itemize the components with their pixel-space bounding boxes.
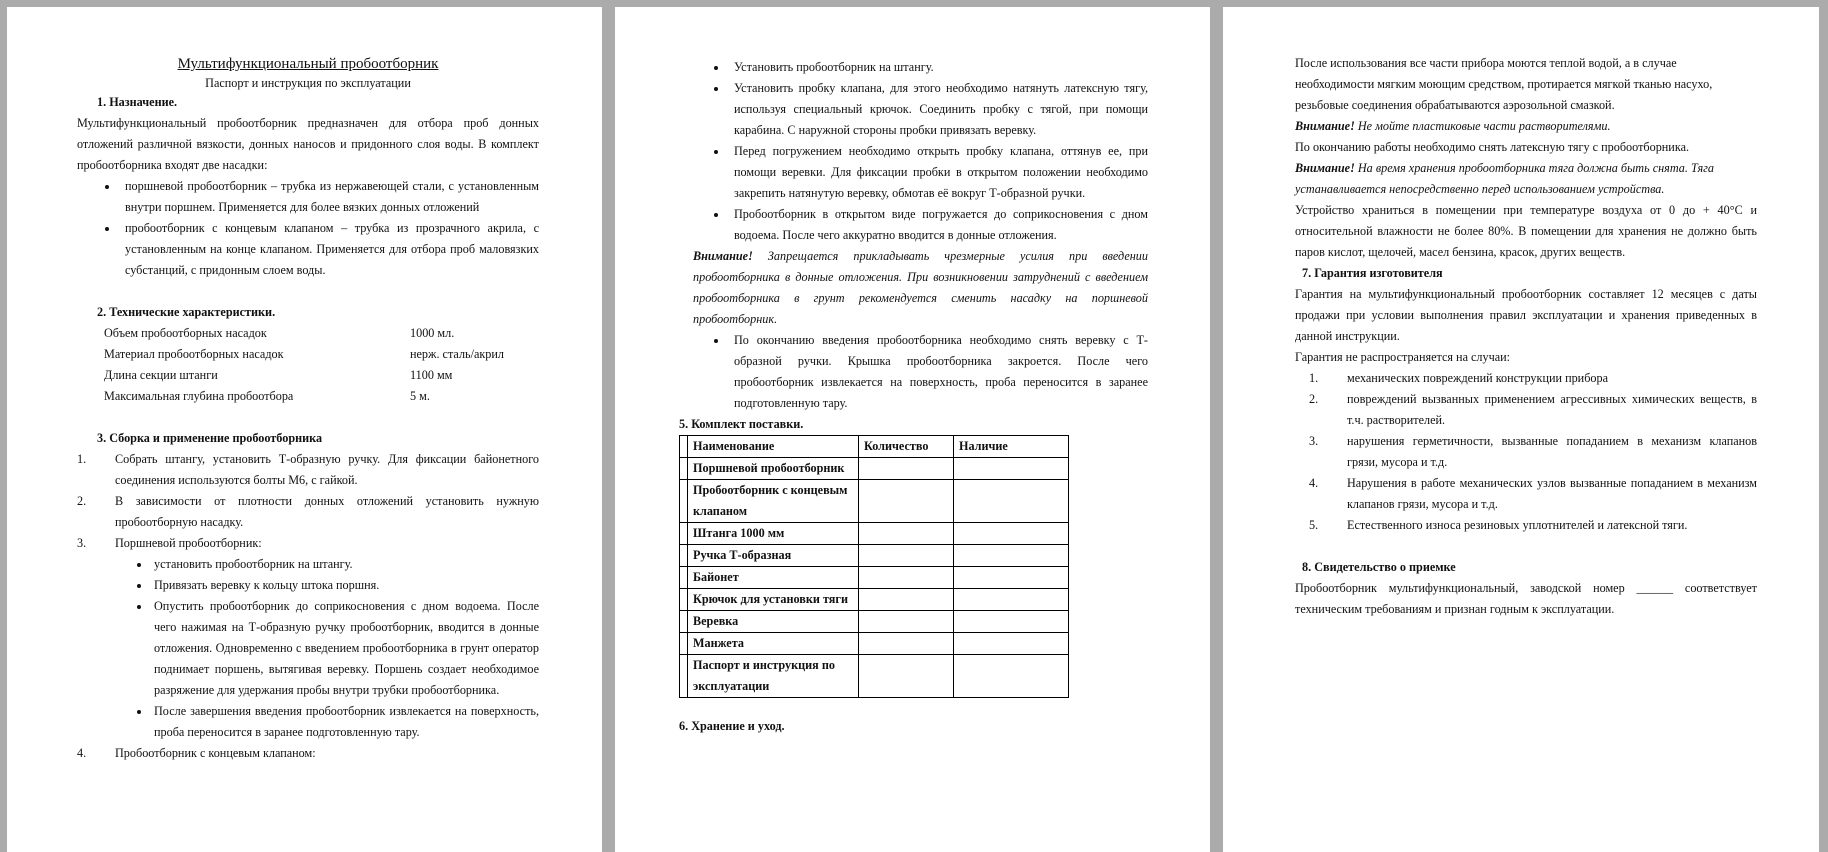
table-row <box>680 545 1069 567</box>
section-1-heading: 1. Назначение. <box>97 95 178 109</box>
table-row <box>680 480 1069 523</box>
latex-note: По окончанию работы необходимо снять латексную тягу с пробоотборника. <box>1295 140 1690 154</box>
table-row <box>680 523 1069 545</box>
warning-note <box>693 246 1148 330</box>
section-2-heading: 2. Технические характеристики. <box>97 305 276 319</box>
kit-item-name: Поршневой пробоотборник <box>688 458 859 480</box>
nozzle-list <box>77 176 539 281</box>
list-item <box>77 491 539 533</box>
spec-value: 5 м. <box>410 389 430 403</box>
acceptance-text: Пробоотборник мультифункциональный, заводской номер ______ соответствует техническим требованиям и признан годным к эксплуатации. <box>1295 581 1757 616</box>
spec-key: Длина секции штанги <box>104 368 218 382</box>
assembly-steps-cont <box>77 743 539 764</box>
item-number: 3. <box>1309 434 1319 448</box>
step-number: 4. <box>77 746 87 760</box>
spec-value: 1100 мм <box>410 368 453 382</box>
storage-text: Устройство храниться в помещении при температуре воздуха от 0 до + 40°С и относительной влажности не более 80%. В помещении для хранения не должно быть паров кислот, щелочей, масел бензина, красок, других веществ. <box>1295 203 1757 259</box>
spec-row <box>77 365 539 386</box>
warranty-text: Гарантия на мультифункциональный пробоотборник составляет 12 месяцев с даты продажи при условии выполнения правил эксплуатации и хранения приведенных в данной инструкции. <box>1295 287 1757 343</box>
warning-label: Внимание! <box>1295 119 1355 133</box>
item-text: повреждений вызванных применением агрессивных химических веществ, в т.ч. растворителей. <box>1347 392 1757 427</box>
item-text: механических повреждений конструкции прибора <box>1347 371 1609 385</box>
section-6-heading: 6. Хранение и уход. <box>679 719 785 733</box>
item-number: 4. <box>1309 476 1319 490</box>
list-item: • пробоотборник с концевым клапаном – трубка из прозрачного акрила, с установленным на конце клапаном. Применяется для отбора проб маловязких субстанций, с придонным слоем воды. <box>119 218 539 281</box>
list-item: • Установить пробку клапана, для этого необходимо натянуть латексную тягу, используя специальный крючок. Соединить пробку с тягой, при помощи карабина. С наружной стороны пробки привязать веревку. <box>728 78 1148 141</box>
table-row <box>680 589 1069 611</box>
warranty-exclusions <box>1295 368 1757 536</box>
spec-value: нерж. сталь/акрил <box>410 347 504 361</box>
kit-item-name: Крючок для установки тяги <box>688 589 859 611</box>
section-3-heading: 3. Сборка и применение пробоотборника <box>97 431 323 445</box>
list-item <box>77 743 539 764</box>
assembly-steps <box>77 449 539 554</box>
kit-table <box>679 435 1069 698</box>
step-number: 2. <box>77 494 87 508</box>
table-row <box>680 633 1069 655</box>
kit-item-name: Веревка <box>688 611 859 633</box>
list-item: • Установить пробоотборник на штангу. <box>728 57 1148 78</box>
step-text: В зависимости от плотности донных отложений установить нужную пробоотборную насадку. <box>115 494 539 529</box>
warning-text: Не мойте пластиковые части растворителями. <box>1354 119 1611 133</box>
spec-row <box>77 323 539 344</box>
care-text: После использования все части прибора моются теплой водой, а в случае необходимости мягким моющим средством, протирается мягкой тканью насухо, резьбовые соединения обрабатываются аэрозольной смазкой. <box>1295 56 1713 112</box>
column-header-quantity: Количество <box>859 436 954 458</box>
step-text: Собрать штангу, установить Т-образную ручку. Для фиксации байонетного соединения используются болты М6, с гайкой. <box>115 452 539 487</box>
step-text: Поршневой пробоотборник: <box>115 536 262 550</box>
table-row <box>680 458 1069 480</box>
table-row <box>680 567 1069 589</box>
spec-key: Максимальная глубина пробоотбора <box>104 389 294 403</box>
spec-value: 1000 мл. <box>410 326 455 340</box>
document-subtitle: Паспорт и инструкция по эксплуатации <box>205 76 411 90</box>
document-title: Мультифункциональный пробоотборник <box>177 56 439 72</box>
spec-row <box>77 344 539 365</box>
table-header-row <box>680 436 1069 458</box>
list-item <box>1309 368 1757 389</box>
list-item <box>77 449 539 491</box>
list-item: • Привязать веревку к кольцу штока поршня. <box>151 575 539 596</box>
kit-item-name: Штанга 1000 мм <box>688 523 859 545</box>
table-row <box>680 611 1069 633</box>
section-7-heading: 7. Гарантия изготовителя <box>1302 266 1443 280</box>
kit-item-name: Пробоотборник с концевым клапаном <box>688 480 859 523</box>
spec-row <box>77 386 539 407</box>
document-page-3 <box>1223 7 1819 852</box>
step-text: Пробоотборник с концевым клапаном: <box>115 746 316 760</box>
warning-text: Запрещается прикладывать чрезмерные усилия при введении пробоотборника в донные отложения. При возникновении затруднений с введением пробоотборника в грунт рекомендуется сменить насадку на поршневой пробоотборник. <box>693 249 1148 326</box>
warning-label: Внимание! <box>1295 161 1355 175</box>
list-item: • По окончанию введения пробоотборника необходимо снять веревку с Т-образной ручки. Крышка пробоотборника закроется. После чего пробоотборник извлекается на поверхность, проба переносится в заранее подготовленную тару. <box>728 330 1148 414</box>
list-item <box>1309 515 1757 536</box>
step-number: 3. <box>77 536 87 550</box>
valve-steps-cont <box>693 330 1148 414</box>
warranty-exclusions-intro: Гарантия не распространяется на случаи: <box>1295 350 1511 364</box>
valve-steps <box>693 57 1148 246</box>
section-8-heading: 8. Свидетельство о приемке <box>1302 560 1456 574</box>
warning-note-1 <box>1295 116 1757 137</box>
piston-steps <box>77 554 539 743</box>
list-item <box>1309 431 1757 473</box>
section-5-heading: 5. Комплект поставки. <box>679 417 804 431</box>
item-text: Нарушения в работе механических узлов вызванные попаданием в механизм клапанов грязи, мусора и т.д. <box>1347 476 1757 511</box>
step-number: 1. <box>77 452 87 466</box>
kit-item-name: Манжета <box>688 633 859 655</box>
spec-key: Материал пробоотборных насадок <box>104 347 284 361</box>
column-header-name: Наименование <box>688 436 859 458</box>
item-number: 2. <box>1309 392 1319 406</box>
item-number: 1. <box>1309 371 1319 385</box>
list-item: • Опустить пробоотборник до соприкосновения с дном водоема. После чего нажимая на Т-образную ручку пробоотборник, вводится в донные отложения. Одновременно с введением пробоотборника в грунт оператор поднимает поршень, вытягивая веревку. Поршень создает необходимое разряжение для удержания пробы внутри трубки пробоотборника. <box>151 596 539 701</box>
list-item: • Пробоотборник в открытом виде погружается до соприкосновения с дном водоема. После чего аккуратно вводится в донные отложения. <box>728 204 1148 246</box>
kit-item-name: Паспорт и инструкция по эксплуатации <box>688 655 859 698</box>
kit-item-name: Ручка Т-образная <box>688 545 859 567</box>
list-item <box>1309 473 1757 515</box>
spec-table <box>77 323 539 407</box>
spec-key: Объем пробоотборных насадок <box>104 326 267 340</box>
item-text: Естественного износа резиновых уплотнителей и латексной тяги. <box>1347 518 1688 532</box>
list-item <box>1309 389 1757 431</box>
list-item: • После завершения введения пробоотборник извлекается на поверхность, проба переносится в заранее подготовленную тару. <box>151 701 539 743</box>
list-item: • установить пробоотборник на штангу. <box>151 554 539 575</box>
item-text: нарушения герметичности, вызванные попаданием в механизм клапанов грязи, мусора и т.д. <box>1347 434 1757 469</box>
document-page-1 <box>7 7 602 852</box>
kit-item-name: Байонет <box>688 567 859 589</box>
warning-text: На время хранения пробоотборника тяга должна быть снята. Тяга устанавливается непосредственно перед использованием устройства. <box>1295 161 1714 196</box>
list-item: • Перед погружением необходимо открыть пробку клапана, оттянув ее, при помощи веревки. Для фиксации пробки в открытом положении необходимо закрепить натянутую веревку, обмотав её вокруг Т-образной ручки. <box>728 141 1148 204</box>
list-item: • поршневой пробоотборник – трубка из нержавеющей стали, с установленным внутри поршнем. Применяется для более вязких донных отложений <box>119 176 539 218</box>
warning-label: Внимание! <box>693 249 753 263</box>
list-item <box>77 533 539 554</box>
column-header-presence: Наличие <box>954 436 1069 458</box>
section-1-intro: Мультифункциональный пробоотборник предназначен для отбора проб донных отложений различной вязкости, донных наносов и придонного слоя воды. В комплект пробоотборника входят две насадки: <box>77 116 539 172</box>
warning-note-2 <box>1295 158 1757 200</box>
item-number: 5. <box>1309 518 1319 532</box>
table-row <box>680 655 1069 698</box>
document-page-2 <box>615 7 1210 852</box>
